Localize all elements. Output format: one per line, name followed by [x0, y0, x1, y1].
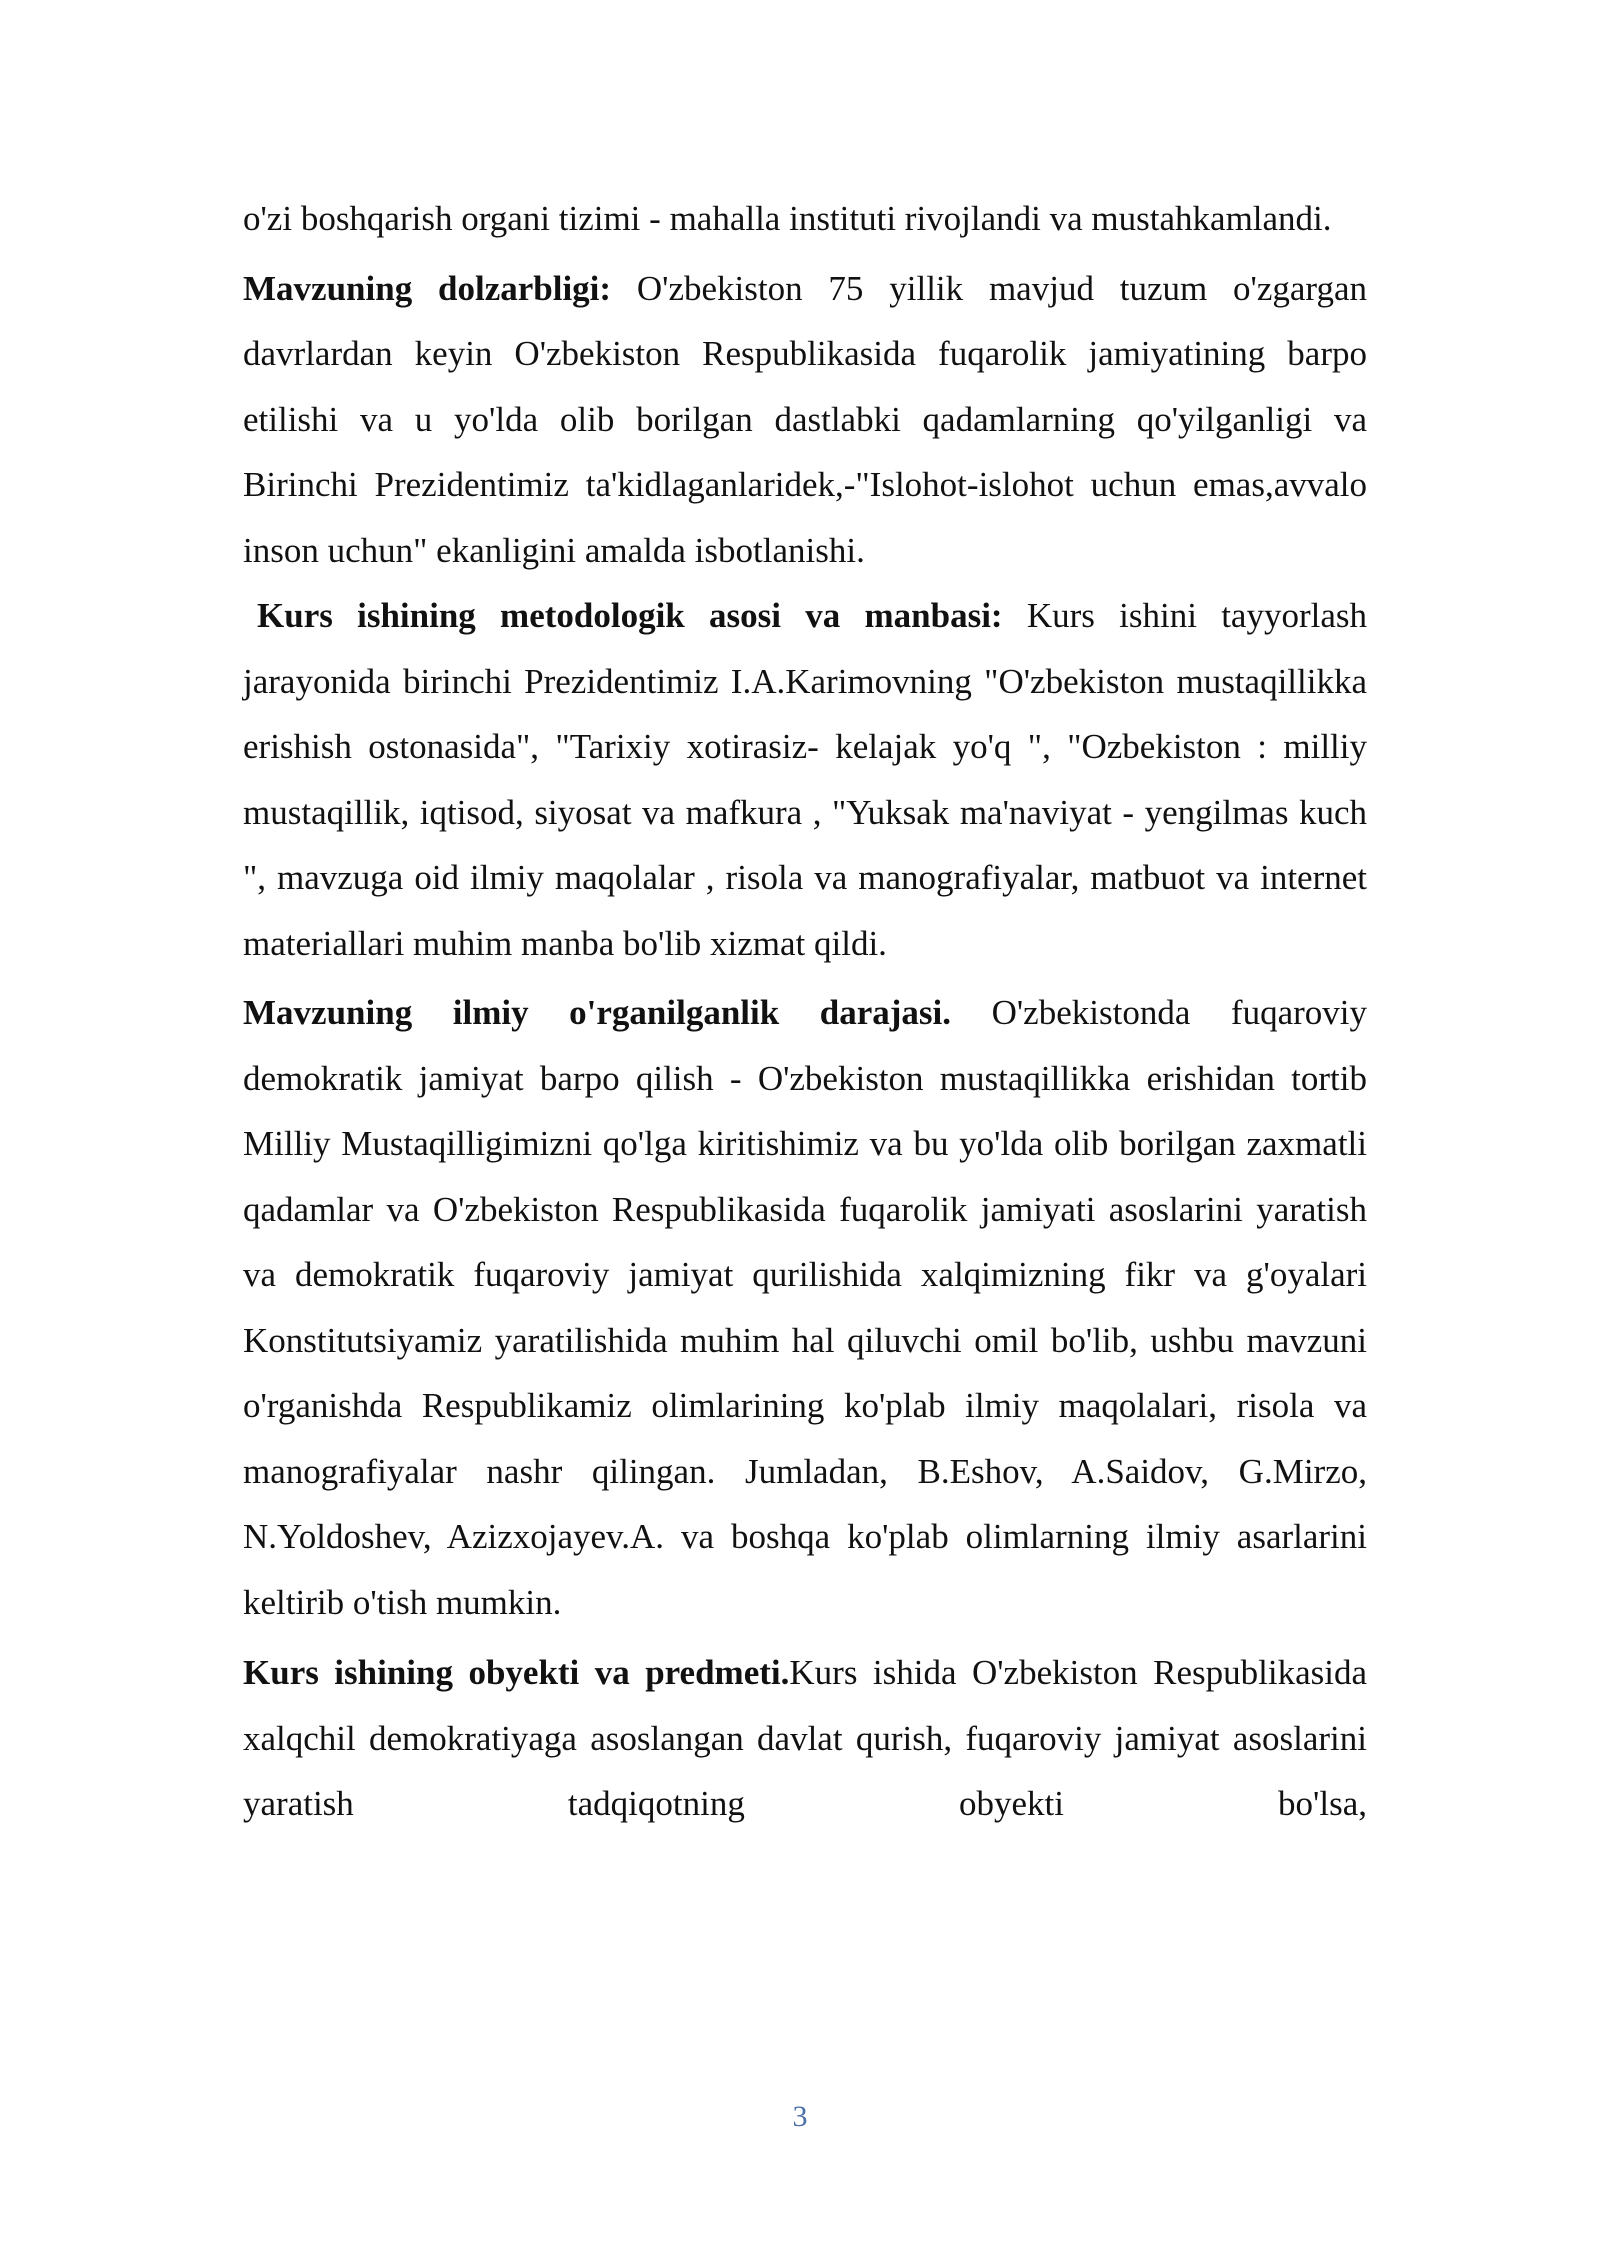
paragraph-heading: Kurs ishining obyekti va predmeti.: [243, 1653, 790, 1692]
page-number: 3: [792, 2100, 808, 2133]
paragraph-heading: Mavzuning ilmiy o'rganilganlik darajasi.: [243, 993, 952, 1032]
paragraph-text: o'zi boshqarish organi tizimi - mahalla instituti rivojlandi va mustahkamlandi.: [243, 199, 1332, 238]
paragraph-text: O'zbekiston 75 yillik mavjud tuzum o'zgargan davrlardan keyin O'zbekiston Respublikasida fuqarolik jamiyatining barpo etilishi va u yo'lda olib borilgan dastlabki qadamlarning qo'yilganligi va Birinchi Prezidentimiz ta'kidlaganlaridek,-"Islohot-islohot uchun emas,avvalo inson uchun" ekanligini amalda isbotlanishi.: [243, 268, 1367, 570]
paragraph-text: Kurs ishida O'zbekiston Respublikasida xalqchil demokratiyaga asoslangan davlat qurish, fuqaroviy jamiyat asoslarini yaratish tadqiqotning obyekti bo'lsa,: [243, 1653, 1367, 1823]
paragraph-heading: Kurs ishining metodologik asosi va manbasi:: [257, 596, 1003, 635]
paragraph-object-subject: [243, 1640, 1367, 1837]
paragraph-study-level: [243, 980, 1367, 1635]
document-body: [243, 186, 1367, 1837]
paragraph-text: Kurs ishini tayyorlash jarayonida birinchi Prezidentimiz I.A.Karimovning "O'zbekiston mustaqillikka erishish ostonasida", "Tarixiy xotirasiz- kelajak yo'q ", "Ozbekiston : milliy mustaqillik, iqtisod, siyosat va mafkura , "Yuksak ma'naviyat - yengilmas kuch ", mavzuga oid ilmiy maqolalar , risola va manografiyalar, matbuot va internet materiallari muhim manba bo'lib xizmat qildi.: [243, 596, 1367, 963]
paragraph-heading: Mavzuning dolzarbligi:: [243, 268, 612, 308]
paragraph-intro-continuation: [243, 186, 1367, 252]
paragraph-text: O'zbekistonda fuqaroviy demokratik jamiyat barpo qilish - O'zbekiston mustaqillikka erishidan tortib Milliy Mustaqilligimizni qo'lga kiritishimiz va bu yo'lda olib borilgan zaxmatli qadamlar va O'zbekiston Respublikasida fuqarolik jamiyati asoslarini yaratish va demokratik fuqaroviy jamiyat qurilishida xalqimizning fikr va g'oyalari Konstitutsiyamiz yaratilishida muhim hal qiluvchi omil bo'lib, ushbu mavzuni o'rganishda Respublikamiz olimlarining ko'plab ilmiy maqolalari, risola va manografiyalar nashr qilingan. Jumladan, B.Eshov, A.Saidov, G.Mirzo, N.Yoldoshev, Azizxojayev.A. va boshqa ko'plab olimlarning ilmiy asarlarini keltirib o'tish mumkin.: [243, 993, 1367, 1622]
paragraph-relevance: [243, 256, 1367, 584]
paragraph-methodology: [243, 583, 1367, 976]
